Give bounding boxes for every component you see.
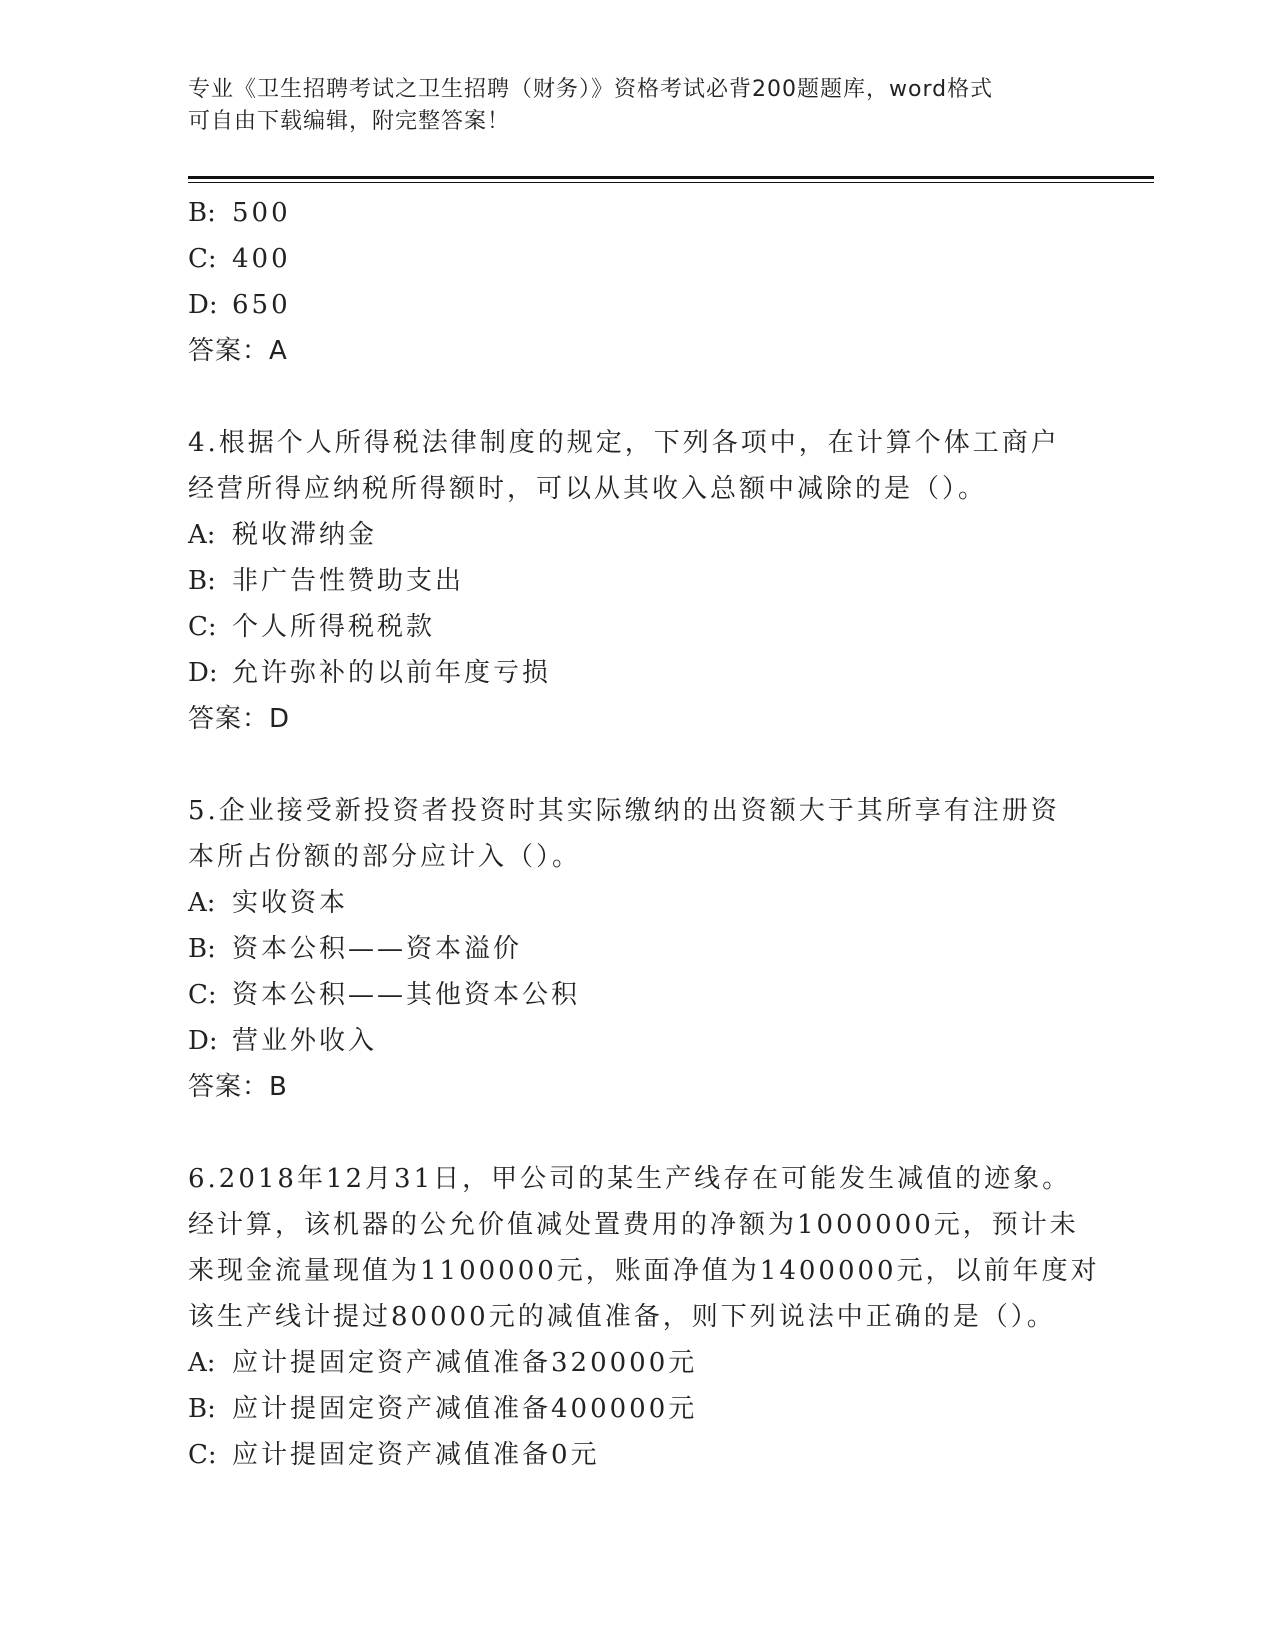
option-c: C: 400	[188, 244, 291, 274]
option-a: A: 税收滞纳金	[188, 520, 378, 550]
option-d: D: 650	[188, 290, 291, 320]
question-3-answer: 答案：A	[188, 336, 288, 366]
stem-line: 5.企业接受新投资者投资时其实际缴纳的出资额大于其所享有注册资	[188, 796, 1060, 826]
option-c: C: 资本公积——其他资本公积	[188, 980, 581, 1010]
stem-line: 6.2018年12月31日，甲公司的某生产线存在可能发生减值的迹象。	[188, 1164, 1072, 1194]
option-b: B: 非广告性赞助支出	[188, 566, 465, 596]
question-4-options	[188, 512, 1088, 696]
stem-line: 该生产线计提过80000元的减值准备，则下列说法中正确的是（）。	[188, 1302, 1056, 1332]
option-d: D: 允许弥补的以前年度亏损	[188, 658, 552, 688]
question-6-stem	[188, 1156, 1100, 1340]
question-3-options	[188, 190, 1088, 328]
option-c: C: 个人所得税税款	[188, 612, 436, 642]
question-content	[188, 190, 1100, 1478]
question-4-answer: 答案：D	[188, 704, 291, 734]
stem-line: 来现金流量现值为1100000元，账面净值为1400000元，以前年度对	[188, 1256, 1100, 1286]
option-a: A: 实收资本	[188, 888, 349, 918]
stem-line: 4.根据个人所得税法律制度的规定，下列各项中，在计算个体工商户	[188, 428, 1060, 458]
option-d: D: 营业外收入	[188, 1026, 378, 1056]
header-line-2: 可自由下载编辑，附完整答案！	[188, 109, 511, 134]
question-5-options	[188, 880, 1088, 1064]
option-b: B: 500	[188, 198, 291, 228]
stem-line: 经计算，该机器的公允价值减处置费用的净额为1000000元，预计未	[188, 1210, 1079, 1240]
document-header	[188, 74, 1088, 138]
question-4-stem	[188, 420, 1088, 512]
option-b: B: 资本公积——资本溢价	[188, 934, 523, 964]
header-divider-thick	[188, 176, 1154, 179]
option-a: A: 应计提固定资产减值准备320000元	[188, 1348, 698, 1378]
stem-line: 经营所得应纳税所得额时，可以从其收入总额中减除的是（）。	[188, 474, 988, 504]
question-6-options	[188, 1340, 1088, 1478]
header-line-1: 专业《卫生招聘考试之卫生招聘（财务）》资格考试必背200题题库，word格式	[188, 77, 994, 102]
question-5-stem	[188, 788, 1088, 880]
option-b: B: 应计提固定资产减值准备400000元	[188, 1394, 698, 1424]
stem-line: 本所占份额的部分应计入（）。	[188, 842, 582, 872]
question-5-answer: 答案：B	[188, 1072, 288, 1102]
header-divider-thin	[188, 182, 1154, 183]
option-c: C: 应计提固定资产减值准备0元	[188, 1440, 600, 1470]
